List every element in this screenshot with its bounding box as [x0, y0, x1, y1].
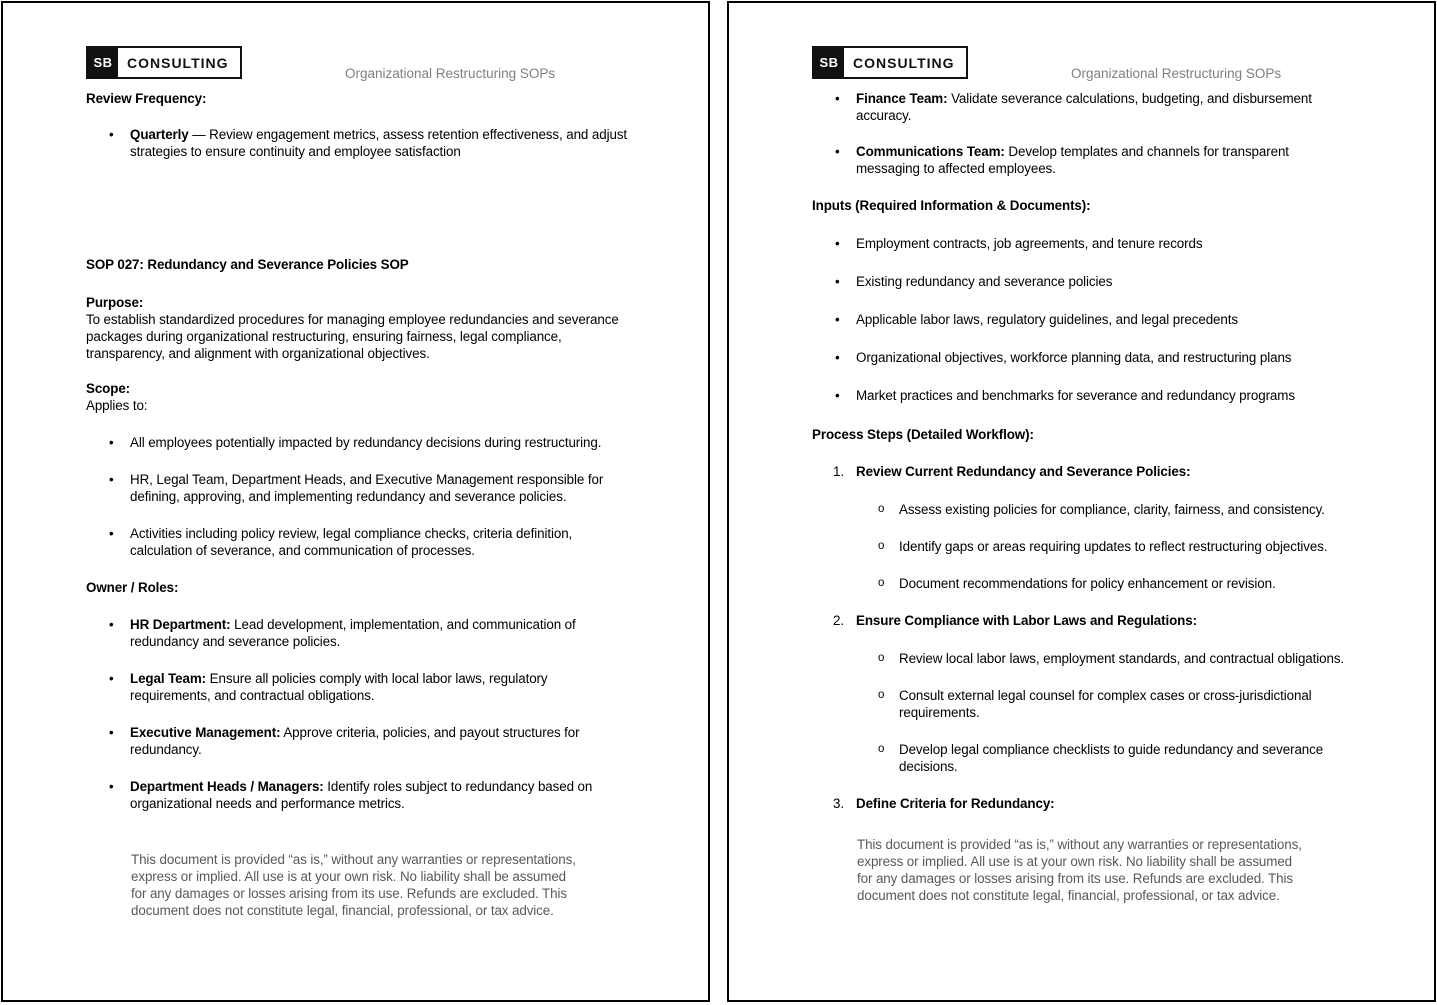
- list-item-text: Market practices and benchmarks for severance and redundancy programs: [856, 388, 1295, 403]
- sub-list-item-text: Identify gaps or areas requiring updates to reflect restructuring objectives.: [899, 539, 1328, 554]
- bullet-icon: [109, 670, 130, 704]
- list-item: [812, 387, 1356, 404]
- list-item: [86, 670, 630, 704]
- list-item: [86, 778, 630, 812]
- review-frequency-heading: Review Frequency:: [86, 91, 207, 106]
- document-page-left: [1, 1, 710, 1002]
- scope-heading: Scope:: [86, 381, 131, 396]
- sub-list-item-text: Assess existing policies for compliance, clarity, fairness, and consistency.: [899, 502, 1325, 517]
- circle-bullet-icon: [878, 575, 899, 592]
- list-item-body: Develop templates and channels for transparent messaging to affected employees.: [856, 144, 1289, 176]
- sub-list-item-text: Develop legal compliance checklists to guide redundancy and severance decisions.: [899, 742, 1324, 774]
- numbered-step: [812, 795, 1356, 812]
- bullet-icon: [835, 349, 856, 366]
- step-number: 2.: [833, 613, 844, 628]
- list-item-lead: Communications Team:: [856, 144, 1005, 159]
- sub-list-item: [812, 538, 1356, 555]
- bullet-icon: [109, 724, 130, 758]
- owner-roles-heading: Owner / Roles:: [86, 580, 179, 595]
- bullet-icon: [109, 126, 130, 160]
- step-number: 1.: [833, 464, 844, 479]
- logo-sb-mark: SB: [88, 48, 118, 77]
- circle-bullet-icon: [878, 741, 899, 775]
- logo-consulting-text: CONSULTING: [127, 54, 229, 71]
- list-item-text: Existing redundancy and severance policies: [856, 274, 1113, 289]
- footer-disclaimer: This document is provided “as is,” without any warranties or representations, express or implied. All use is at your own risk. No liability shall be assumed for any damages or losses arising from its use. Refunds are excluded. This document does not constitute legal, financial, professional, or tax advice.: [131, 852, 576, 918]
- list-item-body: Validate severance calculations, budgeting, and disbursement accuracy.: [856, 91, 1312, 123]
- list-item-lead: Executive Management:: [130, 725, 281, 740]
- list-item-text: [856, 90, 1356, 124]
- list-item-text: [130, 724, 630, 758]
- bullet-icon: [835, 387, 856, 404]
- numbered-step: [812, 612, 1356, 629]
- page-right-content: [812, 90, 1356, 904]
- list-item: [812, 349, 1356, 366]
- list-item-lead: Finance Team:: [856, 91, 948, 106]
- document-header-title: Organizational Restructuring SOPs: [1071, 66, 1282, 81]
- document-header-title: Organizational Restructuring SOPs: [345, 66, 556, 81]
- list-item: [86, 724, 630, 758]
- list-item-text: [130, 670, 630, 704]
- list-item: [86, 525, 630, 559]
- list-item-body: — Review engagement metrics, assess retention effectiveness, and adjust strategies to ensure continuity and employee satisfaction: [130, 127, 628, 159]
- sub-list-item: [812, 575, 1356, 592]
- list-item-body: Identify roles subject to redundancy based on organizational needs and performance metrics.: [130, 779, 593, 811]
- list-item: [812, 235, 1356, 252]
- purpose-heading: Purpose:: [86, 295, 144, 310]
- list-item-body: Lead development, implementation, and communication of redundancy and severance policies.: [130, 617, 576, 649]
- bullet-icon: [835, 273, 856, 290]
- list-item-text: HR, Legal Team, Department Heads, and Executive Management responsible for defining, approving, and implementing redundancy and severance policies.: [130, 472, 604, 504]
- bullet-icon: [835, 235, 856, 252]
- purpose-text: To establish standardized procedures for managing employee redundancies and severance packages during organizational restructuring, ensuring fairness, legal compliance, transparency, and alignment with organizational objectives.: [86, 312, 619, 361]
- bullet-icon: [109, 616, 130, 650]
- list-item: [86, 471, 630, 505]
- company-logo: [86, 46, 242, 79]
- step-number: 3.: [833, 796, 844, 811]
- logo-sb-mark: SB: [814, 48, 844, 77]
- bullet-icon: [109, 471, 130, 505]
- logo-consulting-text: CONSULTING: [853, 54, 955, 71]
- circle-bullet-icon: [878, 687, 899, 721]
- page-left-content: [86, 90, 630, 919]
- list-item-text: [130, 778, 630, 812]
- sub-list-item: [812, 741, 1356, 775]
- list-item-text: Activities including policy review, legal compliance checks, criteria definition, calculation of severance, and communication of processes.: [130, 526, 573, 558]
- company-logo: [812, 46, 968, 79]
- sub-list-item-text: Document recommendations for policy enhancement or revision.: [899, 576, 1276, 591]
- sop-heading: SOP 027: Redundancy and Severance Policies SOP: [86, 257, 409, 272]
- list-item: [86, 126, 630, 160]
- step-title: Ensure Compliance with Labor Laws and Regulations:: [856, 613, 1197, 628]
- list-item: [86, 616, 630, 650]
- sub-list-item: [812, 650, 1356, 667]
- circle-bullet-icon: [878, 538, 899, 555]
- bullet-icon: [835, 143, 856, 177]
- list-item-text: [130, 126, 630, 160]
- bullet-icon: [835, 90, 856, 124]
- step-title: Review Current Redundancy and Severance Policies:: [856, 464, 1191, 479]
- footer-disclaimer: This document is provided “as is,” without any warranties or representations, express or implied. All use is at your own risk. No liability shall be assumed for any damages or losses arising from its use. Refunds are excluded. This document does not constitute legal, financial, professional, or tax advice.: [857, 837, 1302, 903]
- list-item-body: Approve criteria, policies, and payout structures for redundancy.: [130, 725, 580, 757]
- bullet-icon: [109, 778, 130, 812]
- list-item-lead: HR Department:: [130, 617, 231, 632]
- list-item: [812, 90, 1356, 124]
- inputs-heading: Inputs (Required Information & Documents):: [812, 198, 1091, 213]
- sub-list-item: [812, 687, 1356, 721]
- list-item-text: [130, 616, 630, 650]
- sub-list-item: [812, 501, 1356, 518]
- sub-list-item-text: Review local labor laws, employment standards, and contractual obligations.: [899, 651, 1345, 666]
- list-item-body: Ensure all policies comply with local labor laws, regulatory requirements, and contractual obligations.: [130, 671, 548, 703]
- list-item-text: Applicable labor laws, regulatory guidelines, and legal precedents: [856, 312, 1238, 327]
- list-item-text: All employees potentially impacted by redundancy decisions during restructuring.: [130, 435, 602, 450]
- list-item-text: Organizational objectives, workforce planning data, and restructuring plans: [856, 350, 1292, 365]
- list-item: [812, 311, 1356, 328]
- circle-bullet-icon: [878, 650, 899, 667]
- step-title: Define Criteria for Redundancy:: [856, 796, 1055, 811]
- document-page-right: [727, 1, 1436, 1002]
- numbered-step: [812, 463, 1356, 480]
- list-item-lead: Legal Team:: [130, 671, 207, 686]
- bullet-icon: [835, 311, 856, 328]
- list-item-text: Employment contracts, job agreements, and tenure records: [856, 236, 1203, 251]
- sub-list-item-text: Consult external legal counsel for complex cases or cross-jurisdictional requirements.: [899, 688, 1312, 720]
- list-item-lead: Quarterly: [130, 127, 189, 142]
- circle-bullet-icon: [878, 501, 899, 518]
- bullet-icon: [109, 434, 130, 451]
- process-steps-heading: Process Steps (Detailed Workflow):: [812, 427, 1034, 442]
- list-item-lead: Department Heads / Managers:: [130, 779, 324, 794]
- list-item-text: [856, 143, 1356, 177]
- list-item: [812, 143, 1356, 177]
- bullet-icon: [109, 525, 130, 559]
- list-item: [812, 273, 1356, 290]
- list-item: [86, 434, 630, 451]
- scope-intro: Applies to:: [86, 398, 148, 413]
